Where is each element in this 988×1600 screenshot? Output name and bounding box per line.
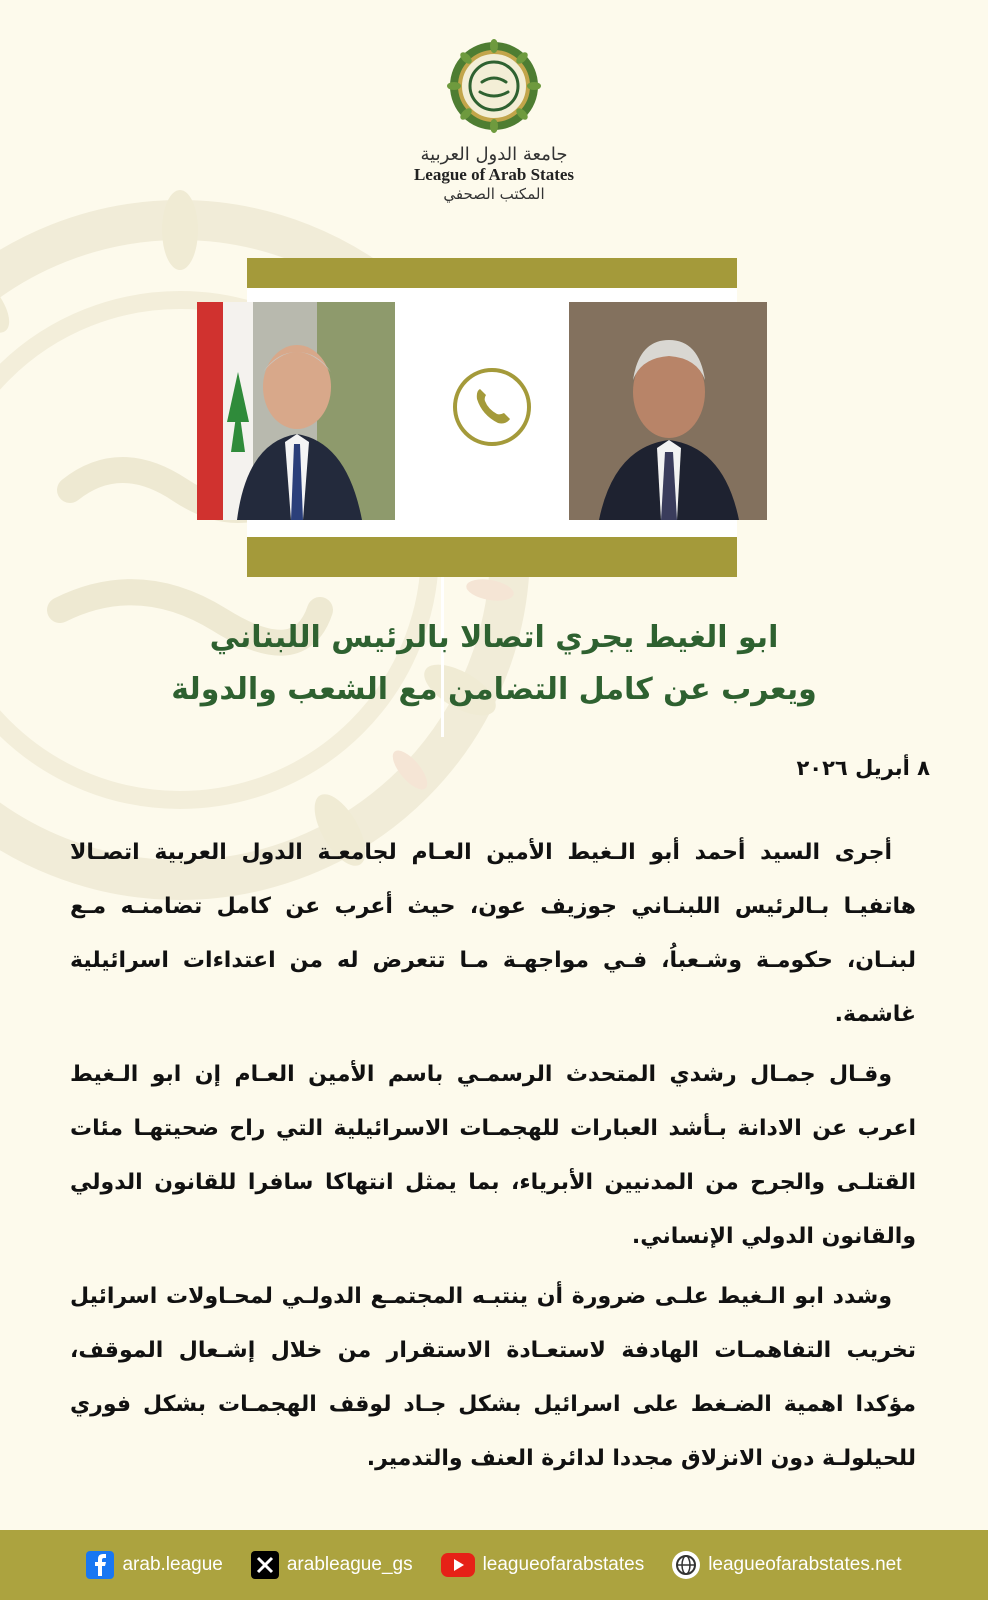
- paragraph-1: أجرى السيد أحمد أبو الـغيط الأمين العـام لجامعـة الدول العربية اتصـالا هاتفيـا بـالرئيس اللبنـاني جوزيف عون، حيث أعرب عن كامل تضامنـه مـع لبنـان، حكومـة وشـعباُ، فـي مواجهـة مـا تتعرض له من اعتداءات اسرائيلية غاشمة.: [70, 840, 916, 1027]
- youtube-icon: [441, 1553, 475, 1577]
- youtube-link[interactable]: [441, 1553, 645, 1577]
- headline: [80, 612, 908, 716]
- frame-bottom-bar: [247, 537, 737, 577]
- website-url: leagueofarabstates.net: [708, 1554, 902, 1575]
- publish-date: ٨ أبريل ٢٠٢٦: [796, 756, 930, 780]
- x-link[interactable]: [251, 1551, 413, 1579]
- portrait-lebanese-president: [197, 302, 395, 520]
- headline-line-1: ابو الغيط يجري اتصالا بالرئيس اللبناني: [209, 620, 779, 655]
- facebook-handle: arab.league: [122, 1554, 223, 1575]
- youtube-handle: leagueofarabstates: [482, 1554, 645, 1575]
- article-body: [70, 826, 916, 1492]
- org-name-arabic: جامعة الدول العربية: [420, 144, 568, 165]
- header: [0, 38, 988, 203]
- portrait-secretary-general: [569, 302, 767, 520]
- press-office-label: المكتب الصحفي: [443, 185, 545, 203]
- footer-social-bar: [0, 1530, 988, 1600]
- x-handle: arableague_gs: [286, 1554, 413, 1575]
- phone-icon: [450, 365, 534, 449]
- paragraph-3: وشدد ابو الـغيط علـى ضرورة أن ينتبـه المجتمـع الدولـي لمحـاولات اسرائيل تخريب التفاهمـات الهادفة لاستعـادة الاستقرار من خلال إشـعال الموقف، مؤكدا اهمية الضـغط على اسرائيل بشكل جـاد لوقف الهجمـات بشكل فوري للحيلولـة دون الانزلاق مجددا لدائرة العنف والتدمير.: [70, 1284, 916, 1471]
- org-name-english: League of Arab States: [413, 165, 575, 184]
- frame-top-bar: [247, 258, 737, 288]
- paragraph-2: وقـال جمـال رشدي المتحدث الرسمـي باسم الأمين العـام إن ابو الـغيط اعرب عن الادانة بـأشد العبارات للهجمـات الاسرائيلية التي راح ضحيتهـا مئات القتلـى والجرح من المدنيين الأبرياء، بما يمثل انتهاكا سافرا للقانون الدولي والقانون الدولي الإنساني.: [70, 1062, 916, 1249]
- facebook-link[interactable]: [86, 1551, 222, 1579]
- website-link[interactable]: [672, 1551, 901, 1579]
- arab-league-logo: [446, 38, 542, 134]
- x-icon: [251, 1551, 279, 1579]
- headline-line-2: ويعرب عن كامل التضامن مع الشعب والدولة: [171, 672, 817, 707]
- globe-icon: [672, 1551, 700, 1579]
- facebook-icon: [86, 1551, 114, 1579]
